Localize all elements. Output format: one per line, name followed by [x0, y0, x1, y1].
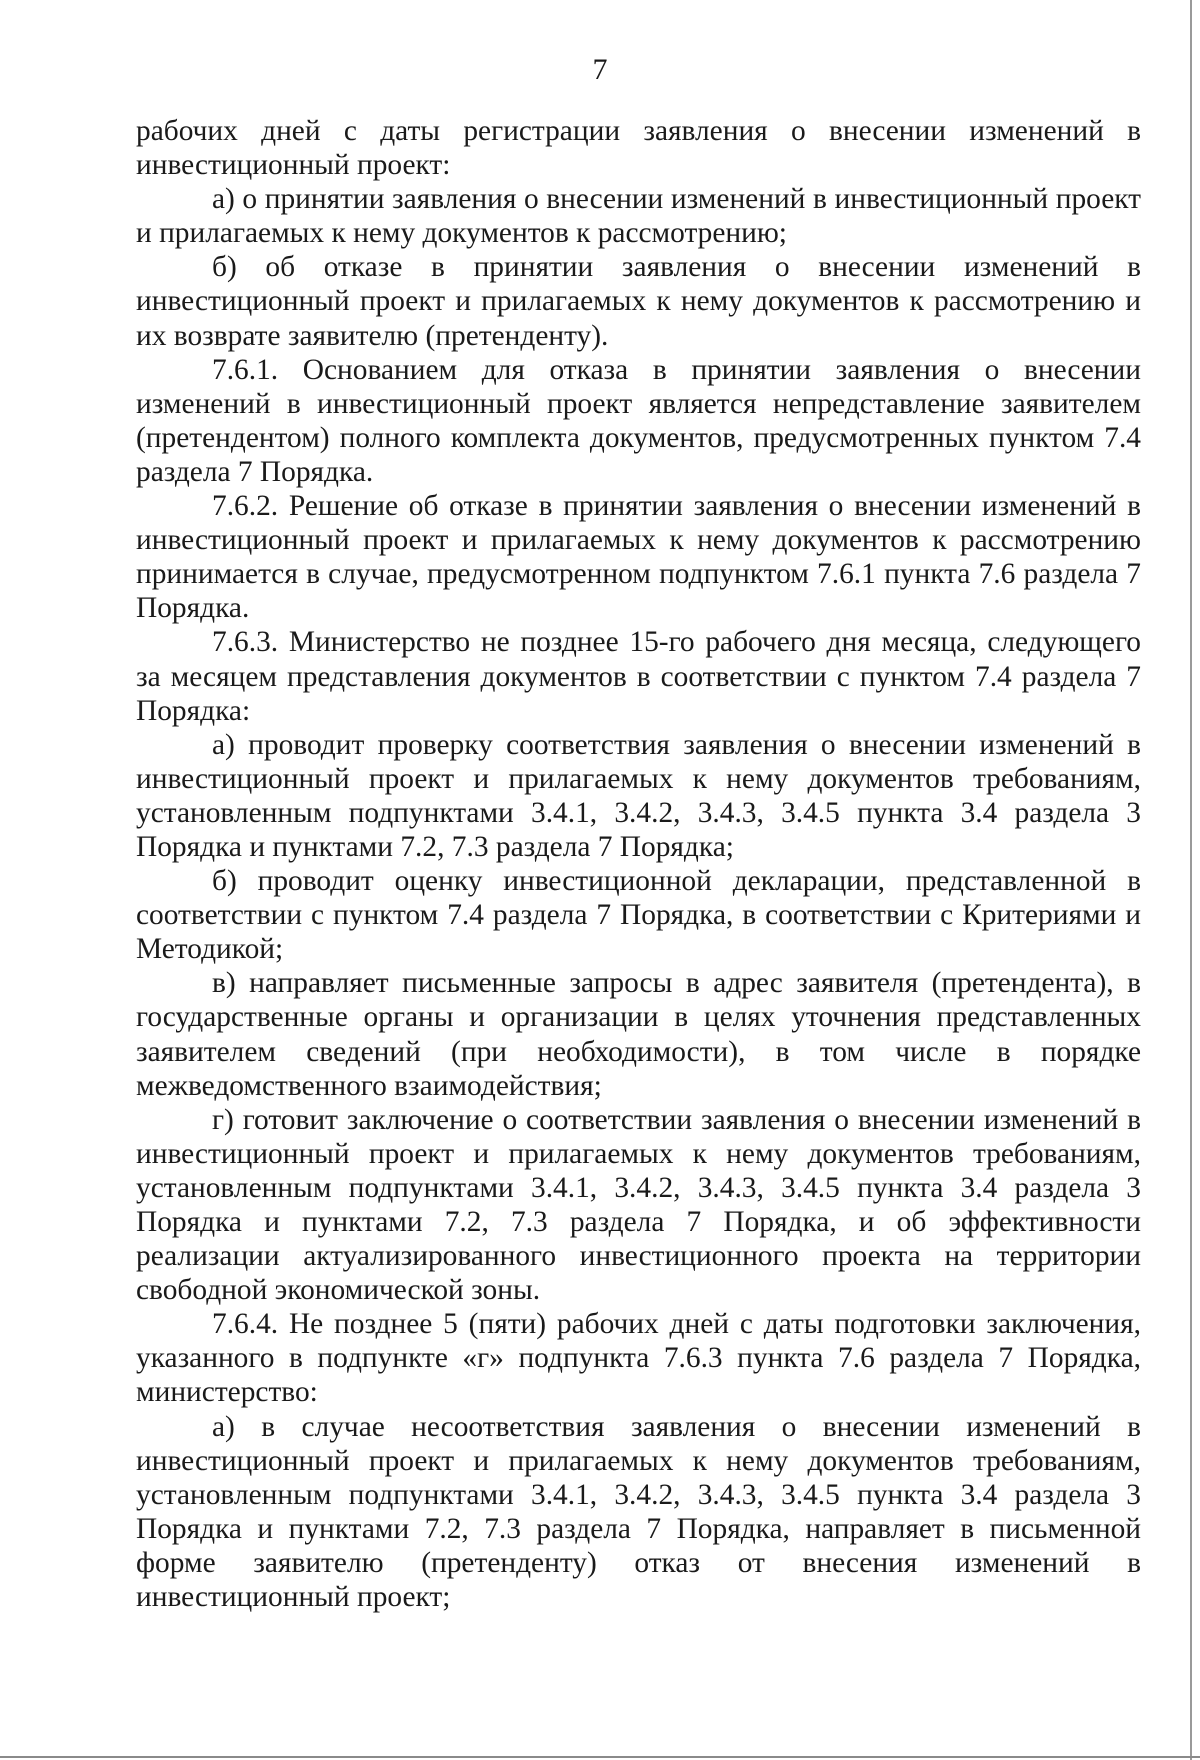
paragraph-7-6-3: 7.6.3. Министерство не позднее 15-го рабочего дня месяца, следующего за месяцем представления документов в соответствии с пунктом 7.4 раздела 7 Порядка: [136, 626, 1141, 727]
paragraph-7-6-3-v: в) направляет письменные запросы в адрес заявителя (претендента), в государственные органы и организации в целях уточнения представленных заявителем сведений (при необходимости), в том числе в порядке межведомственного взаимодействия; [136, 967, 1141, 1102]
paragraph-7-6-4-a: а) в случае несоответствия заявления о внесении изменений в инвестиционный проект и прилагаемых к нему документов требованиям, установленным подпунктами 3.4.1, 3.4.2, 3.4.3, 3.4.5 пункта 3.4 раздела 3 Порядка и пунктами 7.2, 7.3 раздела 7 Порядка, направляет в письменной форме заявителю (претенденту) отказ от внесения изменений в инвестиционный проект; [136, 1410, 1141, 1614]
paragraph-7-6-4: 7.6.4. Не позднее 5 (пяти) рабочих дней с даты подготовки заключения, указанного в подпункте «г» подпункта 7.6.3 пункта 7.6 раздела 7 Порядка, министерство: [136, 1308, 1141, 1409]
paragraph-7-6-3-b: б) проводит оценку инвестиционной декларации, представленной в соответствии с пунктом 7.4 раздела 7 Порядка, в соответствии с Критериями и Методикой; [136, 865, 1141, 966]
paragraph-item-a-accept: а) о принятии заявления о внесении изменений в инвестиционный проект и прилагаемых к нему документов к рассмотрению; [136, 183, 1141, 250]
paragraph-7-6-3-g: г) готовит заключение о соответствии заявления о внесении изменений в инвестиционный проект и прилагаемых к нему документов требованиям, установленным подпунктами 3.4.1, 3.4.2, 3.4.3, 3.4.5 пункта 3.4 раздела 3 Порядка и пунктами 7.2, 7.3 раздела 7 Порядка, и об эффективности реализации актуализированного инвестиционного проекта на территории свободной экономической зоны. [136, 1103, 1141, 1307]
scan-right-edge-line [1190, 0, 1192, 1760]
scan-bottom-edge-line [0, 1756, 1200, 1758]
paragraph-7-6-3-a: а) проводит проверку соответствия заявления о внесении изменений в инвестиционный проект и прилагаемых к нему документов требованиям, установленным подпунктами 3.4.1, 3.4.2, 3.4.3, 3.4.5 пункта 3.4 раздела 3 Порядка и пунктами 7.2, 7.3 раздела 7 Порядка; [136, 728, 1141, 863]
paragraph-continuation: рабочих дней с даты регистрации заявления о внесении изменений в инвестиционный проект: [136, 115, 1141, 182]
paragraph-7-6-1: 7.6.1. Основанием для отказа в принятии заявления о внесении изменений в инвестиционный проект является непредставление заявителем (претендентом) полного комплекта документов, предусмотренных пунктом 7.4 раздела 7 Порядка. [136, 353, 1141, 488]
document-body [136, 114, 1141, 1614]
page-number: 7 [592, 53, 608, 86]
paragraph-item-b-refuse: б) об отказе в принятии заявления о внесении изменений в инвестиционный проект и прилагаемых к нему документов к рассмотрению и их возврате заявителю (претенденту). [136, 251, 1141, 352]
paragraph-7-6-2: 7.6.2. Решение об отказе в принятии заявления о внесении изменений в инвестиционный проект и прилагаемых к нему документов к рассмотрению принимается в случае, предусмотренном подпунктом 7.6.1 пункта 7.6 раздела 7 Порядка. [136, 490, 1141, 625]
